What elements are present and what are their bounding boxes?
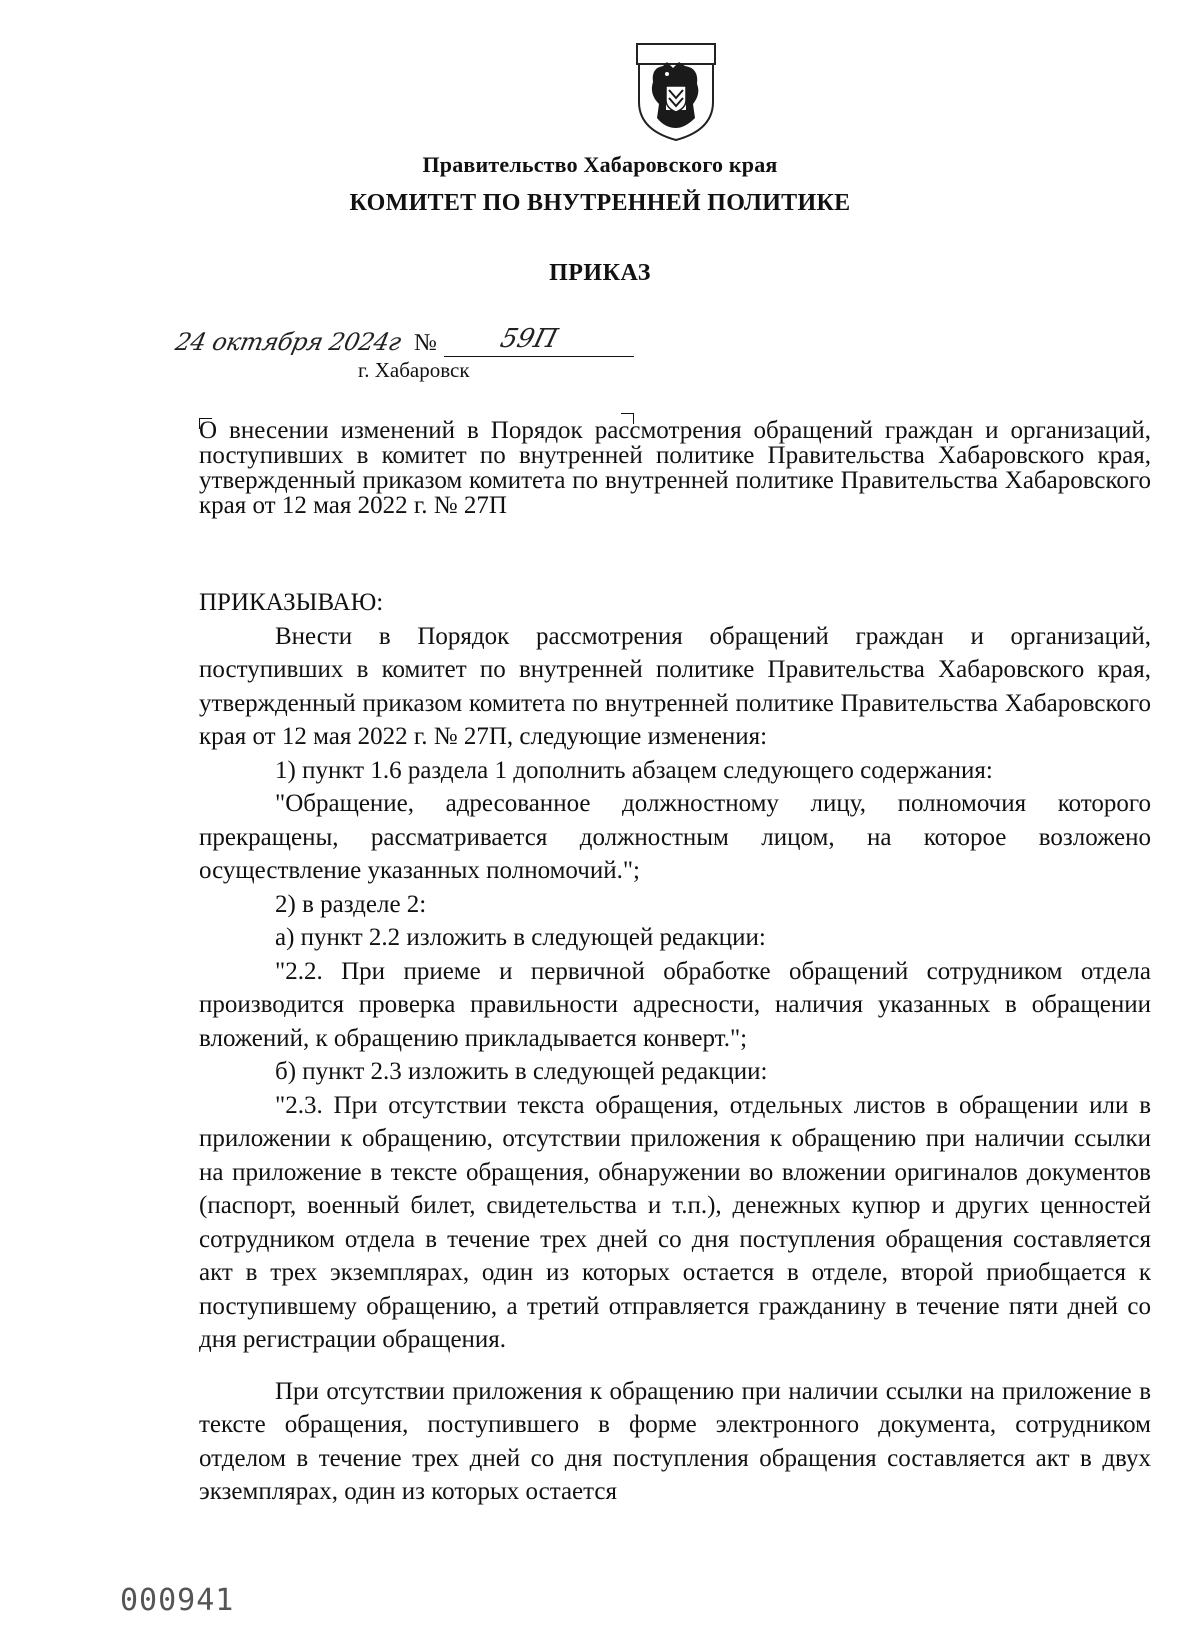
- order-subject: О внесении изменений в Порядок рассмотрения обращений граждан и организаций, поступивших в комитет по внутренней политике Правительства Хабаровского края, утвержденный приказом комитета по внутренней политике Правительства Хабаровского края от 12 мая 2022 г. № 27П: [199, 417, 1151, 519]
- date-number-line: [173, 324, 636, 362]
- paragraph: 1) пункт 1.6 раздела 1 дополнить абзацем следующего содержания:: [275, 756, 993, 784]
- paragraph: "2.2. При приеме и первичной обработке обращений сотрудником отдела производится проверка правильности адресности, наличия указанных в обращении вложений, к обращению прикладывается конверт.";: [199, 957, 1151, 1052]
- bear-shield-icon: [633, 42, 719, 142]
- paragraph: При отсутствии приложения к обращению при наличии ссылки на приложение в тексте обращения, поступившего в форме электронного документа, сотрудником отделом в течение трех дней со дня поступления обращения составляется акт в двух экземплярах, один из которых остается: [199, 1377, 1151, 1505]
- number-underline: [444, 356, 634, 357]
- number-sign: №: [414, 330, 437, 356]
- paragraph: а) пункт 2.2 изложить в следующей редакции:: [275, 924, 766, 951]
- handwritten-number: 59П: [497, 324, 561, 354]
- order-body: [199, 586, 1151, 1509]
- paragraph: б) пункт 2.3 изложить в следующей редакции:: [275, 1058, 768, 1085]
- order-word: ПРИКАЗЫВАЮ:: [199, 589, 384, 616]
- paragraph: Внести в Порядок рассмотрения обращений граждан и организаций, поступивших в комитет по внутренней политике Правительства Хабаровского края, утвержденный приказом комитета по внутренней политике Правительства Хабаровского края от 12 мая 2022 г. № 27П, следующие изменения:: [199, 622, 1151, 750]
- paragraph: "2.3. При отсутствии текста обращения, отдельных листов в обращении или в приложении к обращению, отсутствии приложения к обращению при наличии ссылки на приложение в тексте обращения, обнаружении во вложении оригиналов документов (паспорт, военный билет, свидетельства и т.п.), денежных купюр и других ценностей сотрудником отдела в течение трех дней со дня поступления обращения составляется акт в трех экземплярах, один из которых остается в отделе, второй приобщается к поступившему обращению, а третий отправляется гражданину в течение пяти дней со дня регистрации обращения.: [199, 1091, 1151, 1353]
- coat-of-arms-emblem: [633, 42, 719, 142]
- handwritten-date: 24 октября 2024г: [173, 328, 404, 356]
- paragraph: 2) в разделе 2:: [275, 890, 427, 918]
- page-code: 000941: [120, 1583, 235, 1618]
- document-type: ПРИКАЗ: [549, 260, 651, 286]
- city: г. Хабаровск: [358, 358, 470, 382]
- paragraph: "Обращение, адресованное должностному лицу, полномочия которого прекращены, рассматривается должностным лицом, на которое возложено осуществление указанных полномочий.";: [199, 790, 1151, 884]
- government-name: Правительство Хабаровского края: [422, 152, 778, 177]
- committee-name: КОМИТЕТ ПО ВНУТРЕННЕЙ ПОЛИТИКЕ: [349, 190, 851, 216]
